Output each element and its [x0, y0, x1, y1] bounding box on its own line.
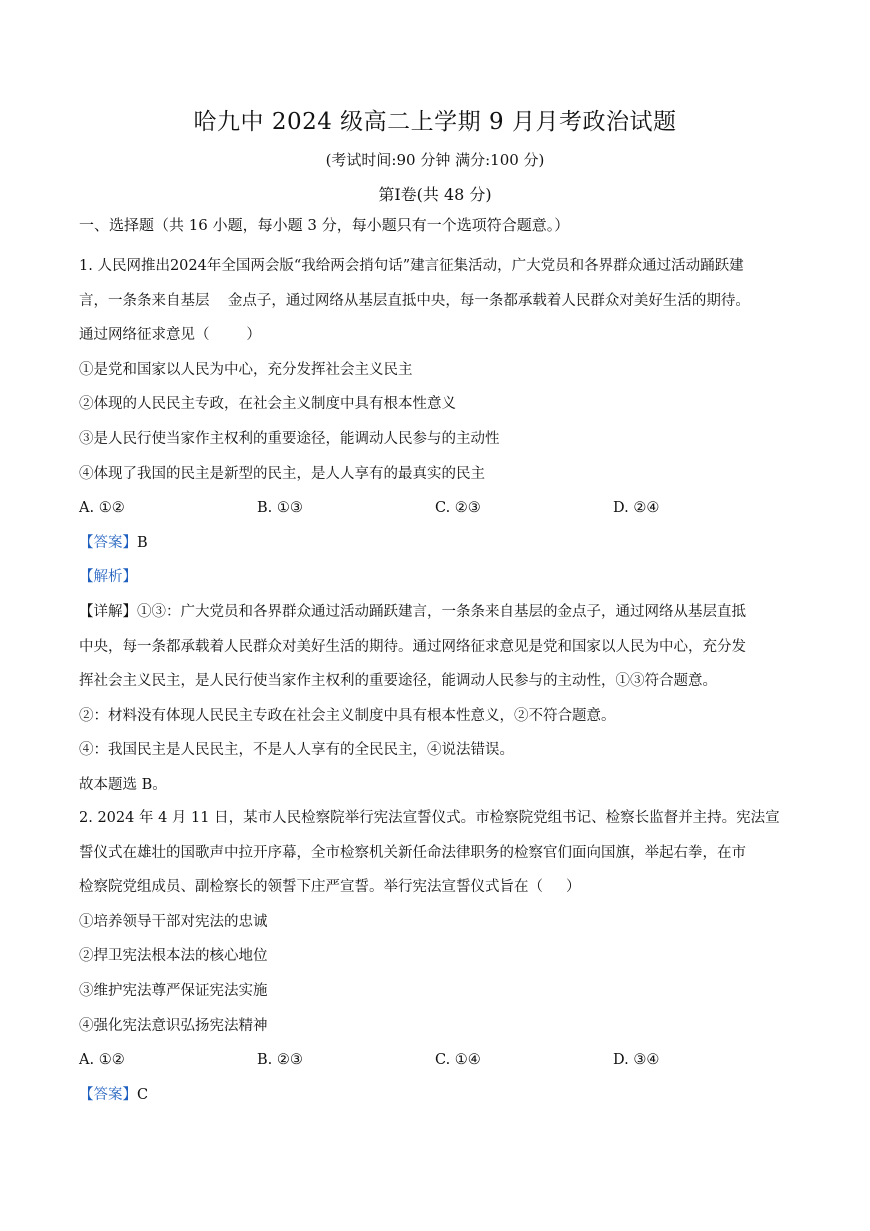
- q2-stem-line: 誓仪式在雄壮的国歌声中拉开序幕，全市检察机关新任命法律职务的检察官们面向国旗，举起右拳，在市: [79, 844, 746, 861]
- q2-answer: [79, 1078, 795, 1113]
- answer-value: C: [137, 1086, 149, 1103]
- q1-conclusion: 故本题选 B。: [79, 776, 167, 793]
- analysis-tag: 【解析】: [79, 569, 137, 586]
- q2-option-d: D. ③④: [613, 1052, 660, 1069]
- q1-option-c: C. ②③: [435, 500, 481, 517]
- q1-stem-line: 言，一条条来自基层 金点子，通过网络从基层直抵中央，每一条都承载着人民群众对美好生活的期待。: [79, 292, 750, 309]
- q1-item: ④体现了我国的民主是新型的民主，是人人享有的最真实的民主: [79, 465, 485, 482]
- q1-option-a: A. ①②: [79, 500, 125, 517]
- q2-item: ②捍卫宪法根本法的核心地位: [79, 948, 268, 965]
- q2-item: ①培养领导干部对宪法的忠诚: [79, 913, 268, 930]
- q1-detail-line: 中央，每一条都承载着人民群众对美好生活的期待。通过网络征求意见是党和国家以人民为中心，充分发: [79, 638, 746, 655]
- volume-heading: 第Ⅰ卷(共 48 分): [378, 185, 492, 204]
- q1-option-d: D. ②④: [613, 500, 660, 517]
- q1-analysis: [79, 560, 795, 595]
- q1-item: ②体现的人民民主专政，在社会主义制度中具有根本性意义: [79, 396, 456, 413]
- q1-options: [79, 491, 795, 526]
- q1-answer: [79, 526, 795, 561]
- q2-option-c: C. ①④: [435, 1052, 481, 1069]
- answer-tag: 【答案】: [79, 1086, 137, 1103]
- q1-detail-line: 挥社会主义民主，是人民行使当家作主权利的重要途径，能调动人民参与的主动性，①③符合题意。: [79, 673, 717, 690]
- q1-item: ①是党和国家以人民为中心，充分发挥社会主义民主: [79, 361, 413, 378]
- q2-stem-line: 2. 2024 年 4 月 11 日，某市人民检察院举行宪法宣誓仪式。市检察院党组书记、检察长监督并主持。宪法宣: [79, 810, 780, 826]
- q2-stem-line: 检察院党组成员、副检察长的领誓下庄严宣誓。举行宪法宣誓仪式旨在（ ）: [79, 879, 581, 896]
- q1-item: ③是人民行使当家作主权利的重要途径，能调动人民参与的主动性: [79, 430, 500, 447]
- question-1: [79, 249, 795, 803]
- q2-item: ③维护宪法尊严保证宪法实施: [79, 982, 268, 999]
- q1-detail-line: [79, 595, 795, 630]
- detail-tag: 【详解】: [79, 603, 137, 620]
- q1-option-b: B. ①③: [257, 500, 303, 517]
- section-heading: 一、选择题（共 16 小题，每小题 3 分，每小题只有一个选项符合题意。）: [79, 216, 570, 234]
- q1-stem-line: 1. 人民网推出2024年全国两会版“我给两会捎句话”建言征集活动，广大党员和各界群众通过活动踊跃建: [79, 258, 744, 274]
- q2-option-b: B. ②③: [257, 1052, 303, 1069]
- q1-stem-line: 通过网络征求意见（ ）: [79, 327, 261, 344]
- q2-item: ④强化宪法意识弘扬宪法精神: [79, 1017, 268, 1034]
- answer-value: B: [137, 534, 148, 551]
- q1-detail-line: ④：我国民主是人民民主，不是人人享有的全民民主，④说法错误。: [79, 742, 514, 759]
- question-2: [79, 801, 795, 1112]
- detail-text: ①③：广大党员和各界群众通过活动踊跃建言，一条条来自基层的金点子，通过网络从基层直抵: [137, 603, 746, 620]
- exam-info: (考试时间:90 分钟 满分:100 分): [325, 151, 545, 169]
- q2-options: [79, 1043, 795, 1078]
- q1-detail-line: ②：材料没有体现人民民主专政在社会主义制度中具有根本性意义，②不符合题意。: [79, 707, 616, 724]
- answer-tag: 【答案】: [79, 534, 137, 551]
- q2-option-a: A. ①②: [79, 1052, 125, 1069]
- page-title: 哈九中 2024 级高二上学期 9 月月考政治试题: [193, 109, 677, 135]
